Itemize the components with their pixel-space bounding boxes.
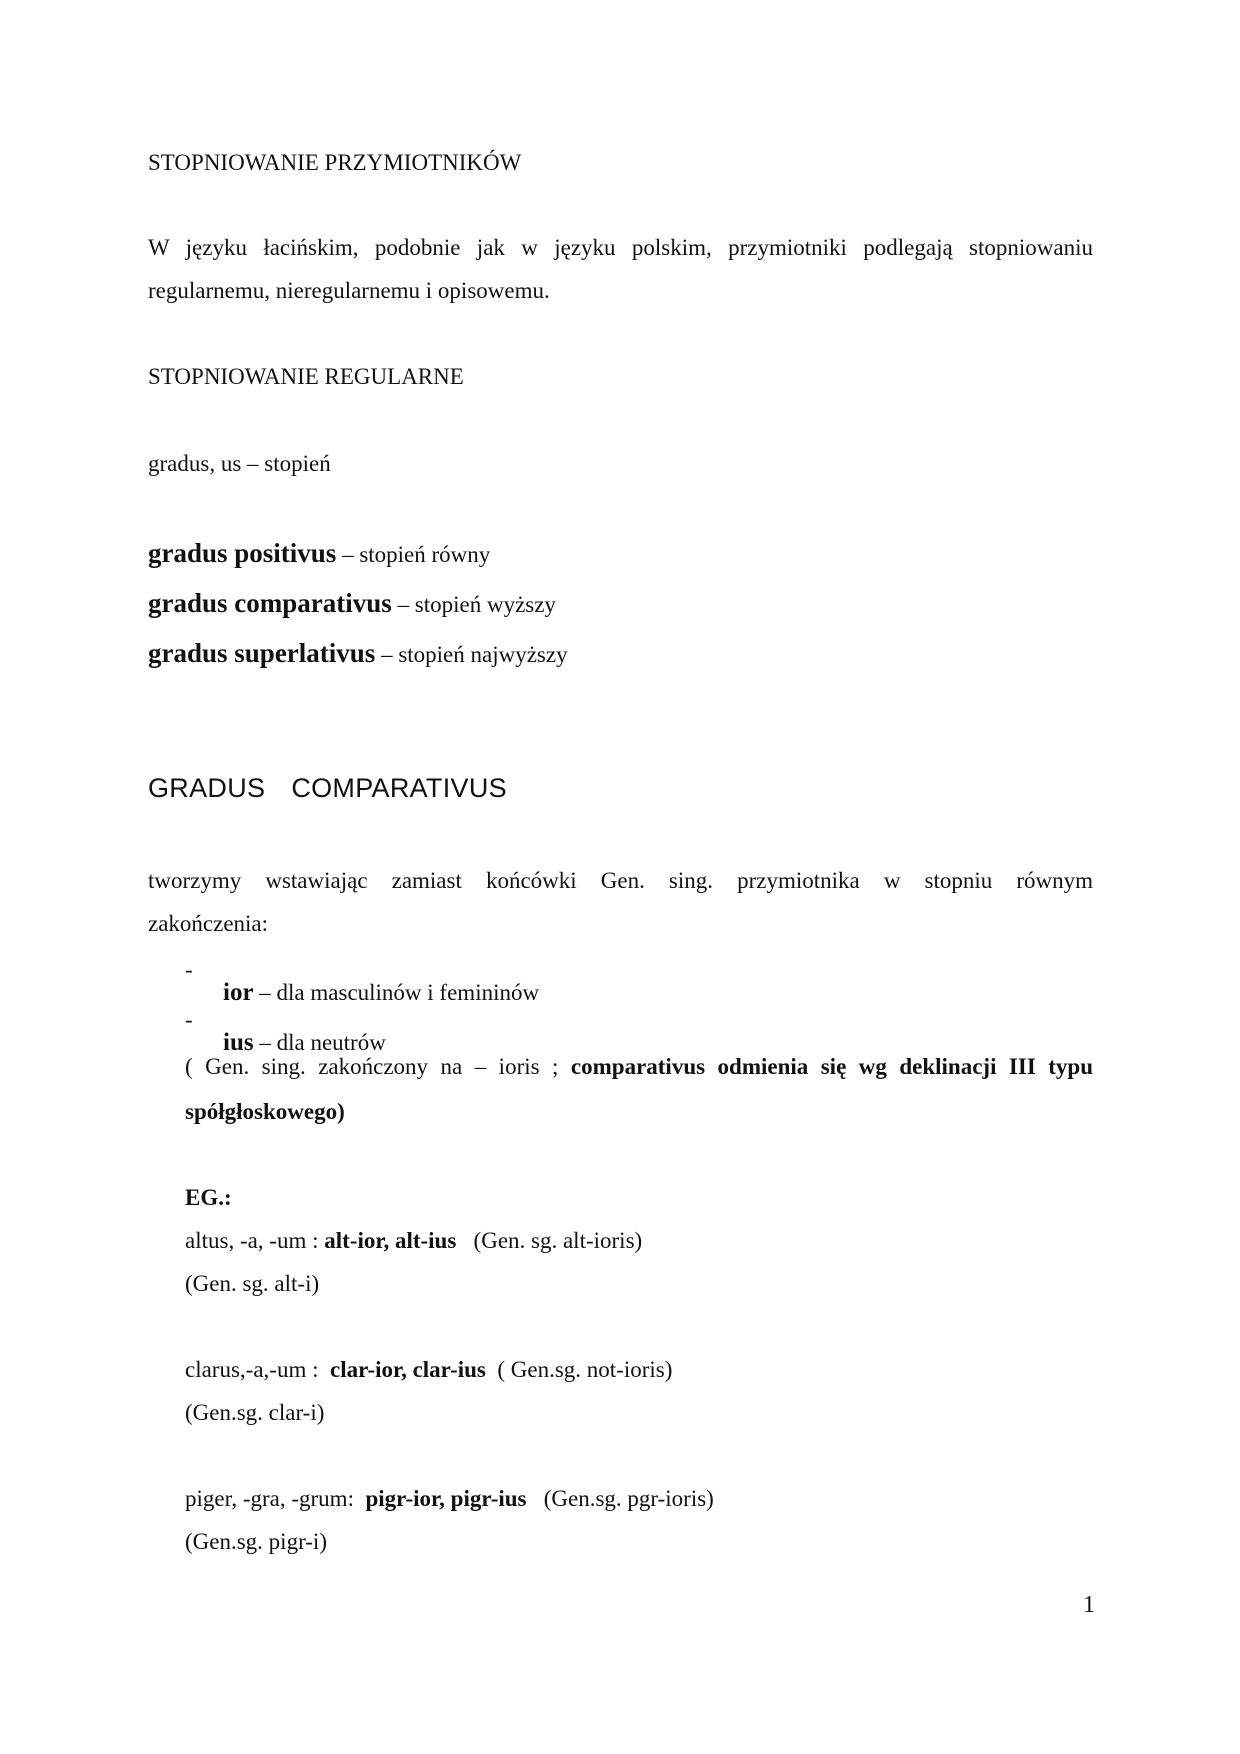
example-piger <box>185 1484 714 1514</box>
example-base: altus, -a, -um : <box>185 1228 325 1253</box>
ending-description: – dla neutrów <box>253 1030 386 1055</box>
degree-comparativus <box>148 588 556 620</box>
note-bold: comparativus odmienia się wg deklinacji III typu <box>570 1054 1093 1079</box>
example-genitive: (Gen.sg. pgr-ioris) <box>526 1486 714 1511</box>
degree-positivus <box>148 538 490 570</box>
degree-meaning: – stopień wyższy <box>391 592 556 617</box>
ending-item-ior <box>223 978 539 1008</box>
heading-word: COMPARATIVUS <box>291 773 507 803</box>
bullet-dash: - <box>185 957 193 982</box>
bullet-dash: - <box>185 1007 193 1032</box>
degree-meaning: – stopień najwyższy <box>375 642 568 667</box>
example-clarus-base-genitive: (Gen.sg. clar-i) <box>185 1400 325 1425</box>
heading-word: GRADUS <box>148 773 266 803</box>
example-piger-base-genitive: (Gen.sg. pigr-i) <box>185 1529 327 1554</box>
example-forms: clar-ior, clar-ius <box>329 1357 486 1382</box>
example-genitive: ( Gen.sg. not-ioris) <box>485 1357 673 1382</box>
ending-description: – dla masculinów i femininów <box>253 980 540 1005</box>
degree-term: gradus superlativus <box>148 638 376 668</box>
note-line-2: spółgłoskowego) <box>185 1099 345 1124</box>
example-clarus <box>185 1355 672 1385</box>
degree-superlativus <box>148 638 568 670</box>
example-altus <box>185 1226 642 1256</box>
intro-line-1: W języku łacińskim, podobnie jak w języku polskim, przymiotniki podlegają stopniowaniu <box>148 235 1093 260</box>
intro-line-2: regularnemu, nieregularnemu i opisowemu. <box>148 278 550 303</box>
gradus-definition: gradus, us – stopień <box>148 451 331 476</box>
degree-term: gradus comparativus <box>148 588 392 618</box>
degree-meaning: – stopień równy <box>336 542 491 567</box>
note-plain: ( Gen. sing. zakończony na – ioris ; <box>185 1054 571 1079</box>
ending-suffix: ior <box>223 979 254 1006</box>
example-forms: alt-ior, alt-ius <box>324 1228 457 1253</box>
ending-suffix: ius <box>223 1029 254 1056</box>
example-forms: pigr-ior, pigr-ius <box>365 1486 527 1511</box>
page-number: 1 <box>1083 1592 1095 1618</box>
example-altus-base-genitive: (Gen. sg. alt-i) <box>185 1271 320 1296</box>
comparativus-heading <box>148 773 507 803</box>
rule-line-2: zakończenia: <box>148 911 269 936</box>
example-base: piger, -gra, -grum: <box>185 1486 366 1511</box>
section-heading-regular: STOPNIOWANIE REGULARNE <box>148 364 464 389</box>
degree-term: gradus positivus <box>148 538 337 568</box>
example-base: clarus,-a,-um : <box>185 1357 330 1382</box>
examples-label: EG.: <box>185 1185 232 1210</box>
rule-line-1: tworzymy wstawiając zamiast końcówki Gen. sing. przymiotnika w stopniu równym <box>148 868 1093 893</box>
note-line-1 <box>185 1052 1093 1082</box>
example-genitive: (Gen. sg. alt-ioris) <box>456 1228 643 1253</box>
page-title: STOPNIOWANIE PRZYMIOTNIKÓW <box>148 150 522 175</box>
